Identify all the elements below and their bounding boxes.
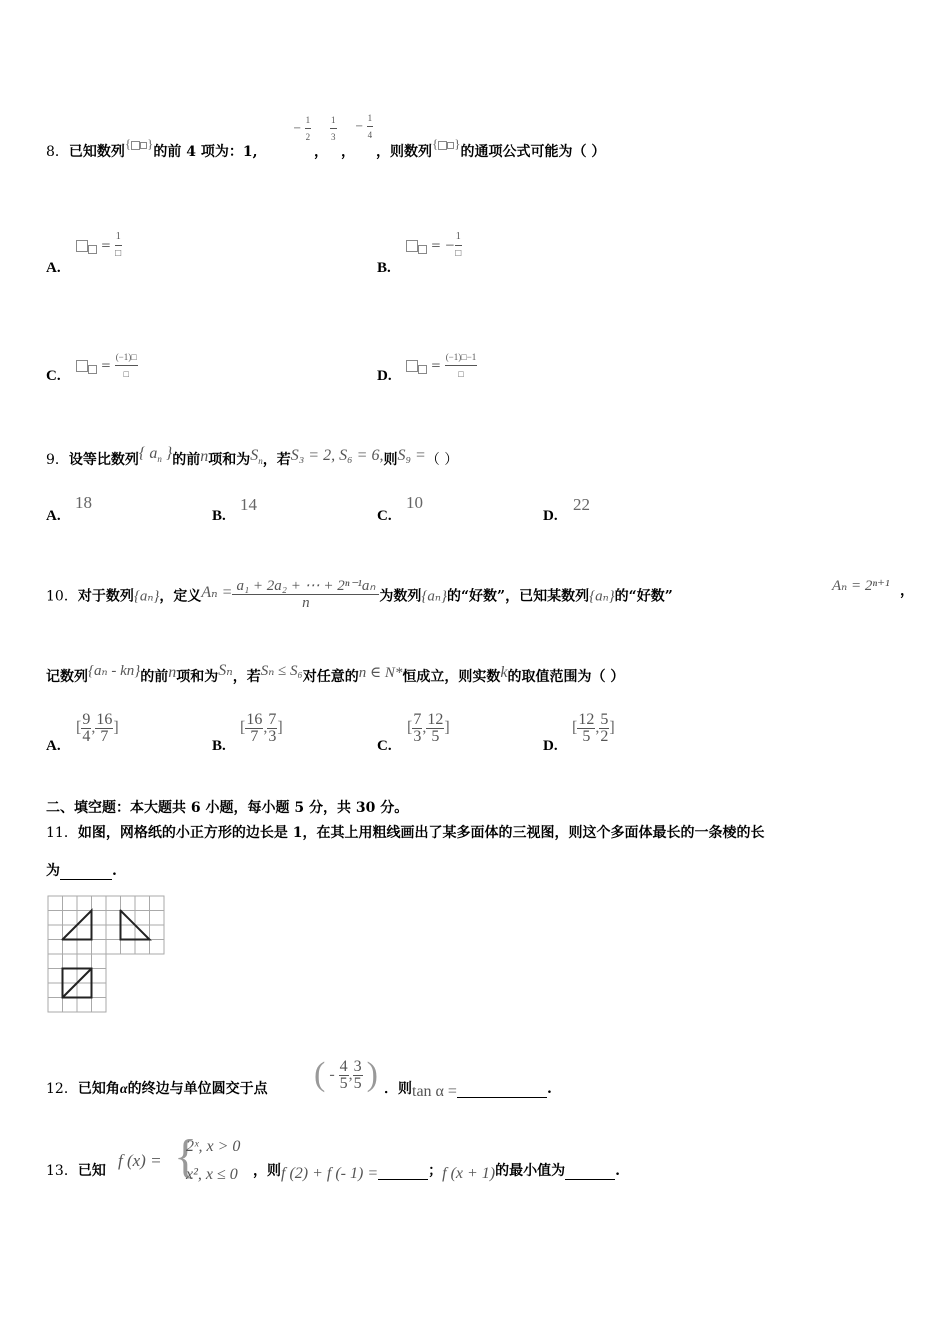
q8-option-d-expr: = $\frac{(-1)□-1}{□}$ — [406, 349, 477, 382]
q10-line1: 10．对于数列{aₙ}，定义Aₙ = $\frac{\text{a₁ + 2a₂ + ⋯ + 2ⁿ⁻¹aₙ}}{n}$ 为数列{aₙ}的“好数”，已知某数列{aₙ}的“好数” — [46, 578, 673, 611]
q10-option-b-label[interactable]: B. — [212, 738, 226, 754]
q8-text-b: 的前 4 项为：1, — [153, 144, 258, 160]
q9-option-c-label[interactable]: C. — [377, 508, 392, 524]
q8-sep1: ， — [314, 144, 328, 160]
q8-term-4: − $\frac{1}{4}$ — [355, 110, 373, 143]
q10-option-c-value: [ $\frac{7}{3}$ , $\frac{12}{5}$ ] — [407, 711, 450, 745]
q8-option-c-label[interactable]: C. — [46, 368, 61, 384]
q11-line2: 为 . — [46, 863, 117, 879]
q12-stem-end: ．则tan α = . — [384, 1081, 552, 1100]
q8-sep2: ， — [341, 144, 355, 160]
q10-good-number: Aₙ = 2ⁿ⁺¹ — [832, 578, 890, 594]
q10-option-c-label[interactable]: C. — [377, 738, 392, 754]
q8-number: 8． — [46, 144, 69, 160]
q8-stem-end: ，则数列{ }的通项公式可能为（ ） — [376, 136, 606, 160]
q11-answer-blank[interactable] — [60, 865, 112, 880]
q13-answer-blank-2[interactable] — [565, 1165, 615, 1180]
q13-case-1: 2ˣ, x > 0 — [186, 1138, 241, 1155]
q8-term-3: $\frac{1}{3}$ — [330, 112, 337, 145]
q10-fraction: $\frac{\text{a₁ + 2a₂ + ⋯ + 2ⁿ⁻¹aₙ}}{n}$ — [232, 578, 379, 611]
q10-option-a-label[interactable]: A. — [46, 738, 61, 754]
q12-point: ( - $\frac{4}{5}$ , $\frac{3}{5}$ ) — [314, 1056, 378, 1093]
q13-stem-end: ，则f (2) + f (- 1) = ；f (x + 1)的最小值为 . — [253, 1163, 620, 1182]
q10-option-a-value: [ $\frac{9}{4}$ , $\frac{16}{7}$ ] — [76, 711, 119, 745]
q8-option-d-label[interactable]: D. — [377, 368, 392, 384]
q10-option-d-label[interactable]: D. — [543, 738, 558, 754]
q9-option-b-value: 14 — [240, 495, 257, 514]
q13-case-2: x², x ≤ 0 — [186, 1166, 238, 1183]
q10-line1-end: ， — [900, 583, 914, 599]
q11-number: 11． — [46, 825, 78, 841]
q10-option-b-value: [ $\frac{16}{7}$ , $\frac{7}{3}$ ] — [240, 711, 283, 745]
q13-piecewise-brace: { — [174, 1130, 198, 1183]
q9-seq: { $a_n$ } — [138, 445, 173, 465]
q10-number: 10． — [46, 588, 78, 605]
three-view-figure — [46, 894, 168, 1016]
q8-term-2: − $\frac{1}{2}$ — [293, 112, 311, 145]
q9-option-a-value: 18 — [75, 493, 92, 512]
q10-option-d-value: [ $\frac{12}{5}$ , $\frac{5}{2}$ ] — [572, 711, 615, 745]
q8-option-a-label[interactable]: A. — [46, 260, 61, 276]
q8-stem — [46, 136, 258, 161]
q11-line1: 11．如图，网格纸的小正方形的边长是 1，在其上用粗线画出了某多面体的三视图，则这个多面体最长的一条棱的长 — [46, 825, 765, 841]
q10-line2: 记数列{aₙ - kn}的前n项和为Sₙ，若Sₙ ≤ S₆对任意的n ∈ N*恒成立，则实数k的取值范围为（ ） — [46, 662, 625, 685]
q9-option-d-label[interactable]: D. — [543, 508, 558, 524]
q8-option-b-expr: = − $\frac{1}{□}$ — [406, 229, 462, 262]
q9-number: 9． — [46, 452, 69, 468]
q9-option-d-value: 22 — [573, 495, 590, 514]
q13-function-name: f (x) = — [118, 1151, 162, 1170]
q9-option-c-value: 10 — [406, 493, 423, 512]
q13-number: 13． — [46, 1163, 78, 1179]
q8-text-a: 已知数列 — [68, 144, 125, 160]
q13-stem-start: 13．已知 — [46, 1163, 106, 1179]
q8-option-c-expr: = $\frac{(-1)□}{□}$ — [76, 349, 138, 382]
q13-answer-blank-1[interactable] — [378, 1165, 428, 1180]
q8-seq-symbol: { } — [124, 136, 154, 151]
q12-number: 12． — [46, 1081, 78, 1097]
q9-option-a-label[interactable]: A. — [46, 508, 61, 524]
q9-option-b-label[interactable]: B. — [212, 508, 226, 524]
q9-stem: 9．设等比数列{ $a_n$ }的前n项和为$S_n$，若S₃ = 2, S₆ = 6,则S₉ =（ ） — [46, 445, 459, 468]
q12-answer-blank[interactable] — [457, 1083, 547, 1098]
q8-option-b-label[interactable]: B. — [377, 260, 391, 276]
q8-option-a-expr: = $\frac{1}{□}$ — [76, 229, 122, 262]
q12-stem: 12．已知角α的终边与单位圆交于点 — [46, 1081, 268, 1097]
section-2-title: 二、填空题：本大题共 6 小题，每小题 5 分，共 30 分。 — [46, 800, 409, 816]
